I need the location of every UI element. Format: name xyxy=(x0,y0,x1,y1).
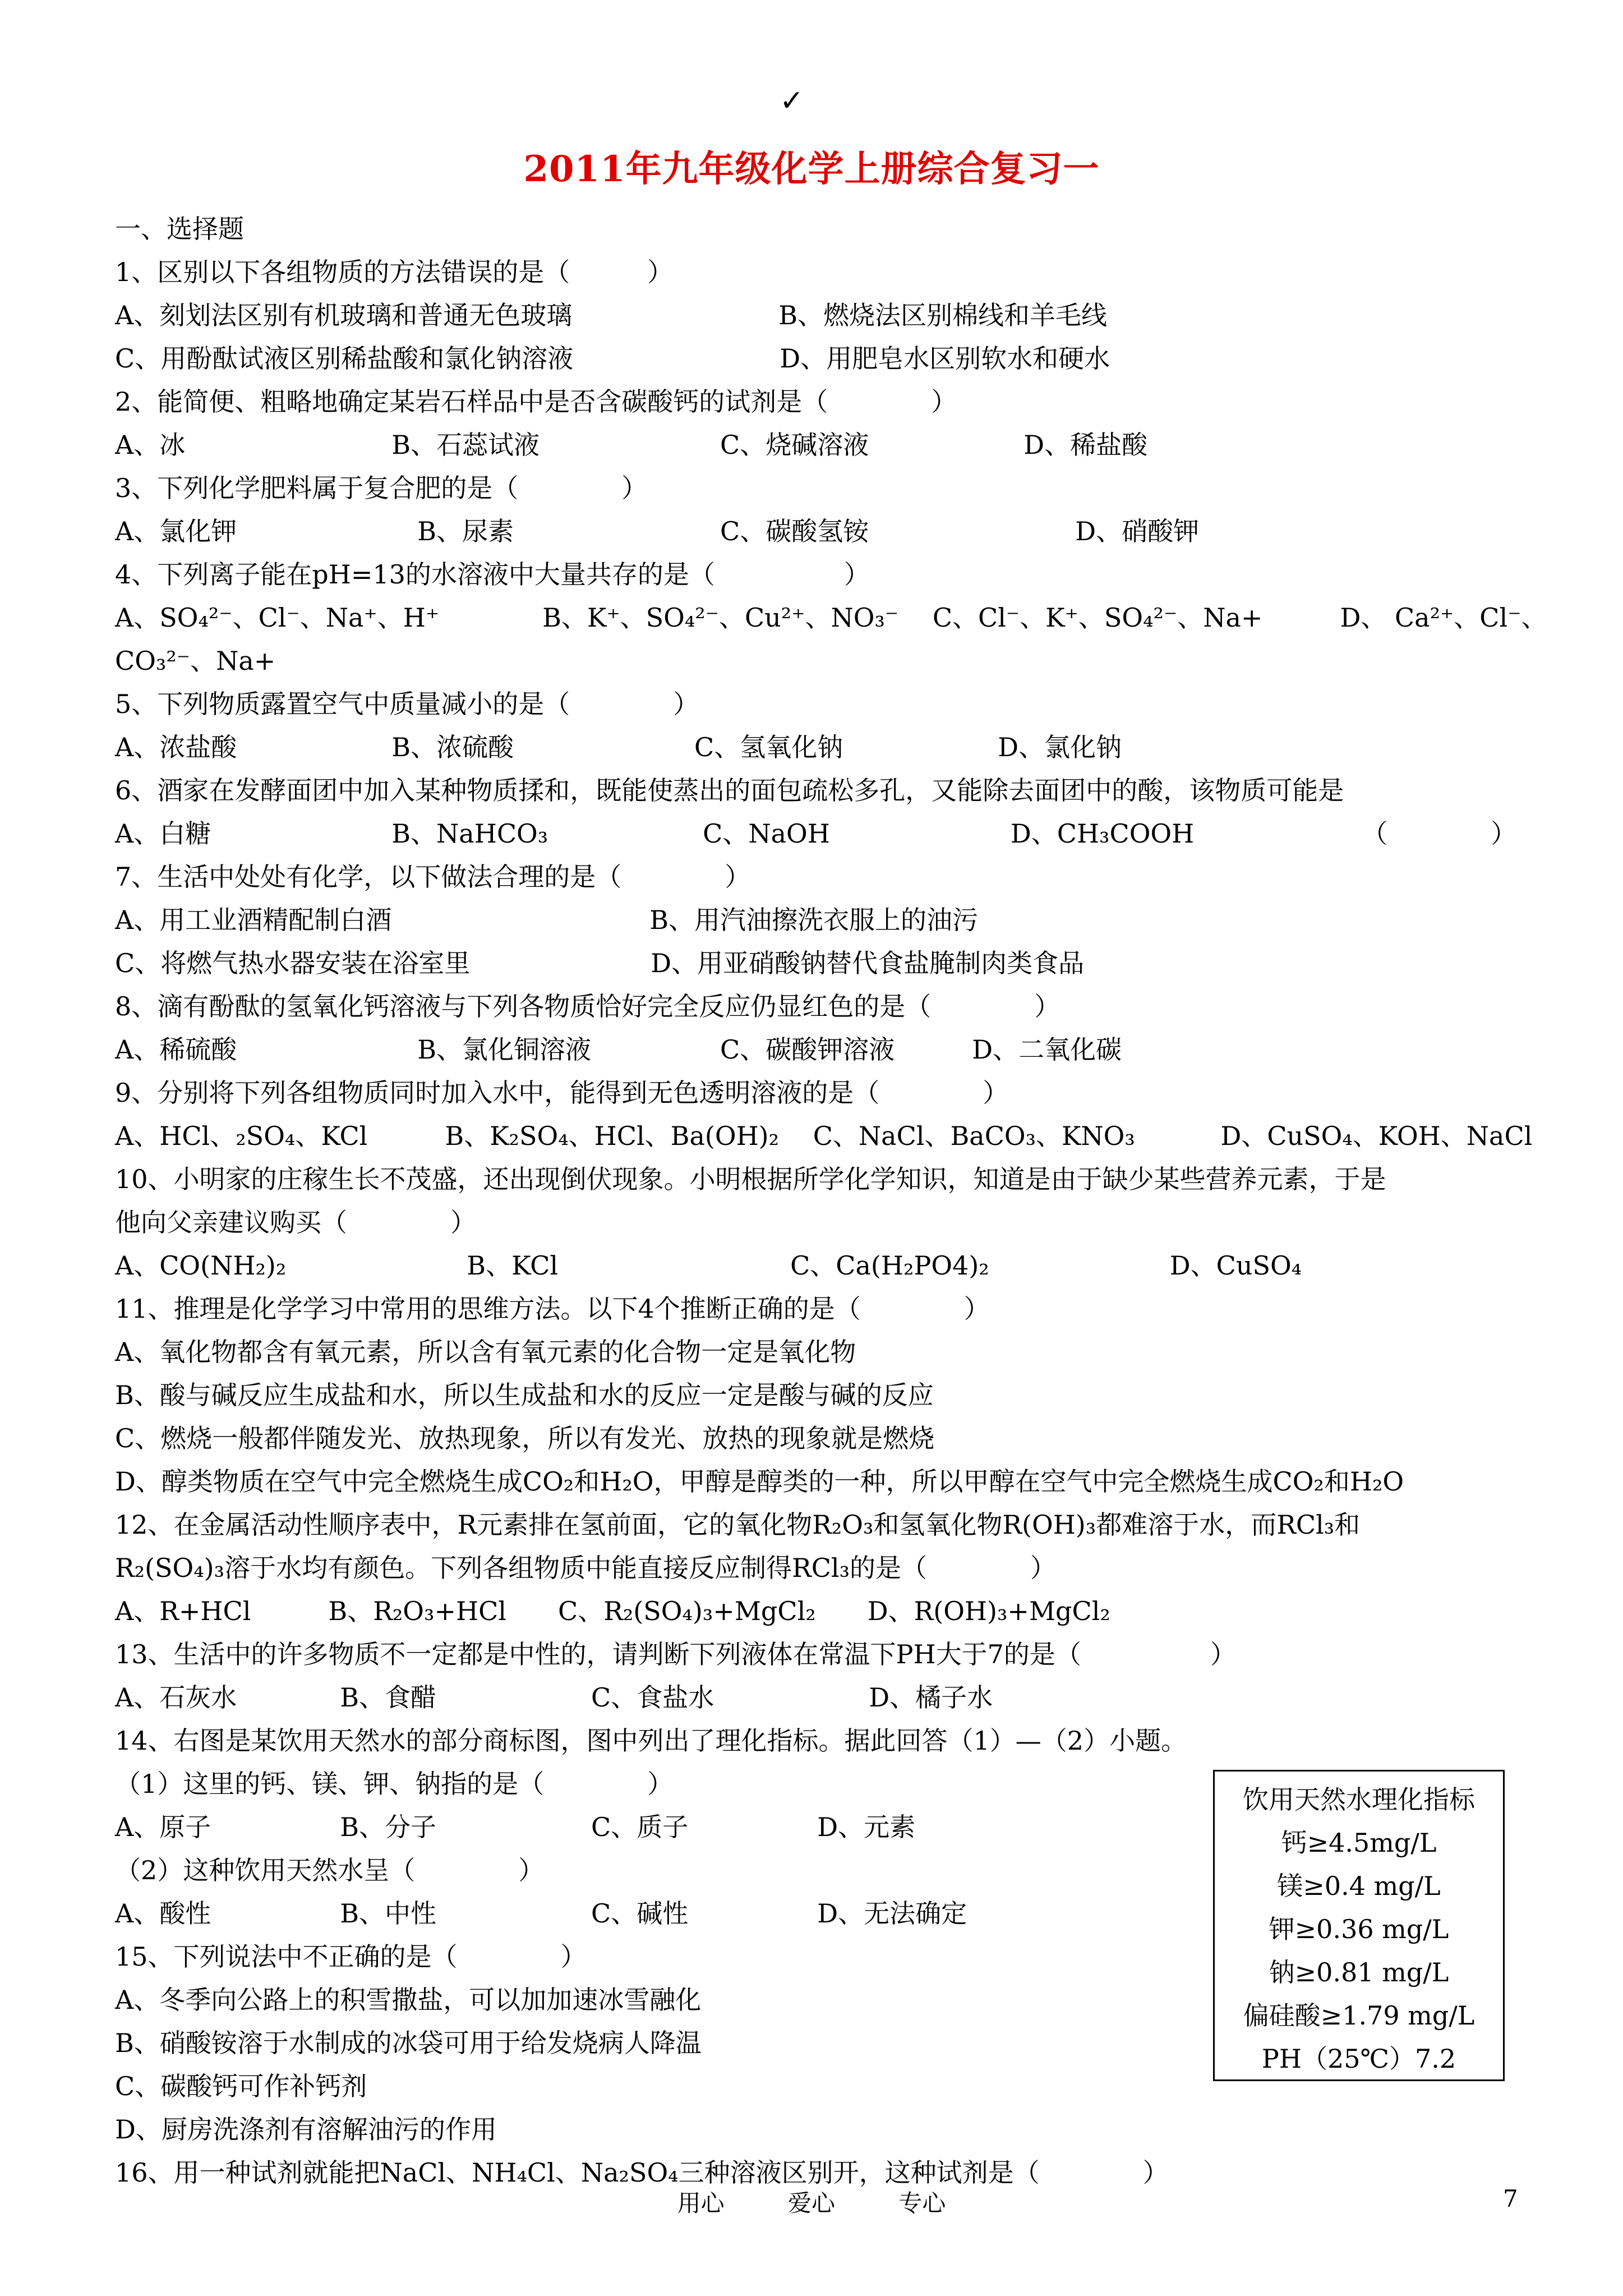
footer-item: 用心 xyxy=(677,2189,725,2217)
check-mark: ✓ xyxy=(780,84,804,118)
option-line: C、燃烧一般都伴随发光、放热现象，所以有发光、放热的现象就是燃烧 xyxy=(115,1423,935,1453)
option-line: A、CO(NH₂)₂ B、KCl C、Ca(H₂PO4)₂ D、CuSO₄ xyxy=(115,1250,1302,1281)
page-footer xyxy=(0,2185,1623,2219)
option-line: A、用工业酒精配制白酒 B、用汽油擦洗衣服上的油污 xyxy=(115,905,979,935)
option-line: CO₃²⁻、Na+ xyxy=(115,646,276,676)
question-line: 13、生活中的许多物质不一定都是中性的，请判断下列液体在常温下PH大于7的是（ ） xyxy=(115,1639,1236,1669)
water-label-item: 镁≥0.4 mg/L xyxy=(1277,1871,1441,1901)
option-line: A、R+HCl B、R₂O₃+HCl C、R₂(SO₄)₃+MgCl₂ D、R(OH)₃+MgCl₂ xyxy=(115,1596,1110,1626)
option-line: A、冰 B、石蕊试液 C、烧碱溶液 D、稀盐酸 xyxy=(115,430,1148,460)
option-line: D、醇类物质在空气中完全燃烧生成CO₂和H₂O，甲醇是醇类的一种，所以甲醇在空气中完全燃烧生成CO₂和H₂O xyxy=(115,1466,1404,1497)
water-label-item: 钙≥4.5mg/L xyxy=(1281,1828,1437,1858)
question-line: 8、滴有酚酞的氢氧化钙溶液与下列各物质恰好完全反应仍显红色的是（ ） xyxy=(115,991,1061,1022)
option-line: C、用酚酞试液区别稀盐酸和氯化钠溶液 D、用肥皂水区别软水和硬水 xyxy=(115,343,1110,374)
option-line: D、厨房洗涤剂有溶解油污的作用 xyxy=(115,2114,497,2145)
option-line: A、SO₄²⁻、Cl⁻、Na⁺、H⁺ B、K⁺、SO₄²⁻、Cu²⁺、NO₃⁻ C、Cl⁻、K⁺、SO₄²⁻、Na+ D、 Ca²⁺、Cl⁻、 xyxy=(115,602,1547,633)
question-line: 3、下列化学肥料属于复合肥的是（ ） xyxy=(115,473,648,503)
question-line: 9、分别将下列各组物质同时加入水中，能得到无色透明溶液的是（ ） xyxy=(115,1078,1009,1108)
water-label-heading: 饮用天然水理化指标 xyxy=(1243,1784,1475,1815)
water-label-item: 钠≥0.81 mg/L xyxy=(1269,1957,1449,1987)
page-number: 7 xyxy=(1503,2185,1518,2212)
option-line: A、原子 B、分子 C、质子 D、元素 xyxy=(115,1812,916,1842)
water-label-item: 偏硅酸≥1.79 mg/L xyxy=(1243,2000,1475,2031)
option-line: B、硝酸铵溶于水制成的冰袋可用于给发烧病人降温 xyxy=(115,2028,702,2058)
question-line: 7、生活中处处有化学，以下做法合理的是（ ） xyxy=(115,862,751,892)
option-line: A、刻划法区别有机玻璃和普通无色玻璃 B、燃烧法区别棉线和羊毛线 xyxy=(115,300,1108,330)
option-line: A、氯化钾 B、尿素 C、碳酸氢铵 D、硝酸钾 xyxy=(115,516,1200,546)
question-line: （2）这种饮用天然水呈（ ） xyxy=(115,1855,545,1885)
question-line: （1）这里的钙、镁、钾、钠指的是（ ） xyxy=(115,1769,674,1799)
question-line: 12、在金属活动性顺序表中，R元素排在氢前面，它的氧化物R₂O₃和氢氧化物R(OH)₃都难溶于水，而RCl₃和 xyxy=(115,1510,1361,1540)
question-line: 2、能简便、粗略地确定某岩石样品中是否含碳酸钙的试剂是（ ） xyxy=(115,386,957,417)
option-line: A、石灰水 B、食醋 C、食盐水 D、橘子水 xyxy=(115,1682,993,1713)
option-line: A、氧化物都含有氧元素，所以含有氧元素的化合物一定是氧化物 xyxy=(115,1337,856,1367)
water-label-box xyxy=(1213,1770,1505,2081)
question-line: 14、右图是某饮用天然水的部分商标图，图中列出了理化指标。据此回答（1）—（2）小题。 xyxy=(115,1726,1187,1756)
option-line: C、将燃气热水器安装在浴室里 D、用亚硝酸钠替代食盐腌制肉类食品 xyxy=(115,948,1085,978)
water-label-item: 钾≥0.36 mg/L xyxy=(1269,1914,1449,1944)
option-line: B、酸与碱反应生成盐和水，所以生成盐和水的反应一定是酸与碱的反应 xyxy=(115,1380,934,1410)
footer-item: 专心 xyxy=(898,2189,946,2217)
question-line: 11、推理是化学学习中常用的思维方法。以下4个推断正确的是（ ） xyxy=(115,1294,990,1324)
option-line: C、碳酸钙可作补钙剂 xyxy=(115,2071,367,2101)
water-label-item: PH（25℃）7.2 xyxy=(1261,2044,1456,2074)
footer-item: 爱心 xyxy=(787,2189,835,2217)
question-line: 4、下列离子能在pH=13的水溶液中大量共存的是（ ） xyxy=(115,559,870,590)
option-line: A、白糖 B、NaHCO₃ C、NaOH D、CH₃COOH （ ） xyxy=(115,818,1517,849)
question-line: 1、区别以下各组物质的方法错误的是（ ） xyxy=(115,257,674,287)
question-line: 他向父亲建议购买（ ） xyxy=(115,1207,476,1237)
option-line: A、HCl、₂SO₄、KCl B、K₂SO₄、HCl、Ba(OH)₂ C、NaCl、BaCO₃、KNO₃ D、CuSO₄、KOH、NaCl xyxy=(115,1121,1533,1151)
question-line: 5、下列物质露置空气中质量减小的是（ ） xyxy=(115,689,699,719)
question-line: 6、酒家在发酵面团中加入某种物质揉和，既能使蒸出的面包疏松多孔，又能除去面团中的酸，该物质可能是 xyxy=(115,775,1344,806)
section-heading: 一、选择题 xyxy=(115,214,244,244)
question-line: R₂(SO₄)₃溶于水均有颜色。下列各组物质中能直接反应制得RCl₃的是（ ） xyxy=(115,1553,1057,1583)
option-line: A、稀硫酸 B、氯化铜溶液 C、碳酸钾溶液 D、二氧化碳 xyxy=(115,1034,1122,1065)
option-line: A、浓盐酸 B、浓硫酸 C、氢氧化钠 D、氯化钠 xyxy=(115,732,1122,762)
question-line: 16、用一种试剂就能把NaCl、NH₄Cl、Na₂SO₄三种溶液区别开，这种试剂是（ ） xyxy=(115,2157,1169,2188)
option-line: A、冬季向公路上的积雪撒盐，可以加加速冰雪融化 xyxy=(115,1985,702,2015)
page-title: 2011年九年级化学上册综合复习一 xyxy=(523,148,1100,190)
question-line: 15、下列说法中不正确的是（ ） xyxy=(115,1941,587,1972)
question-line: 10、小明家的庄稼生长不茂盛，还出现倒伏现象。小明根据所学化学知识，知道是由于缺少某些营养元素，于是 xyxy=(115,1164,1386,1194)
option-line: A、酸性 B、中性 C、碱性 D、无法确定 xyxy=(115,1898,967,1929)
